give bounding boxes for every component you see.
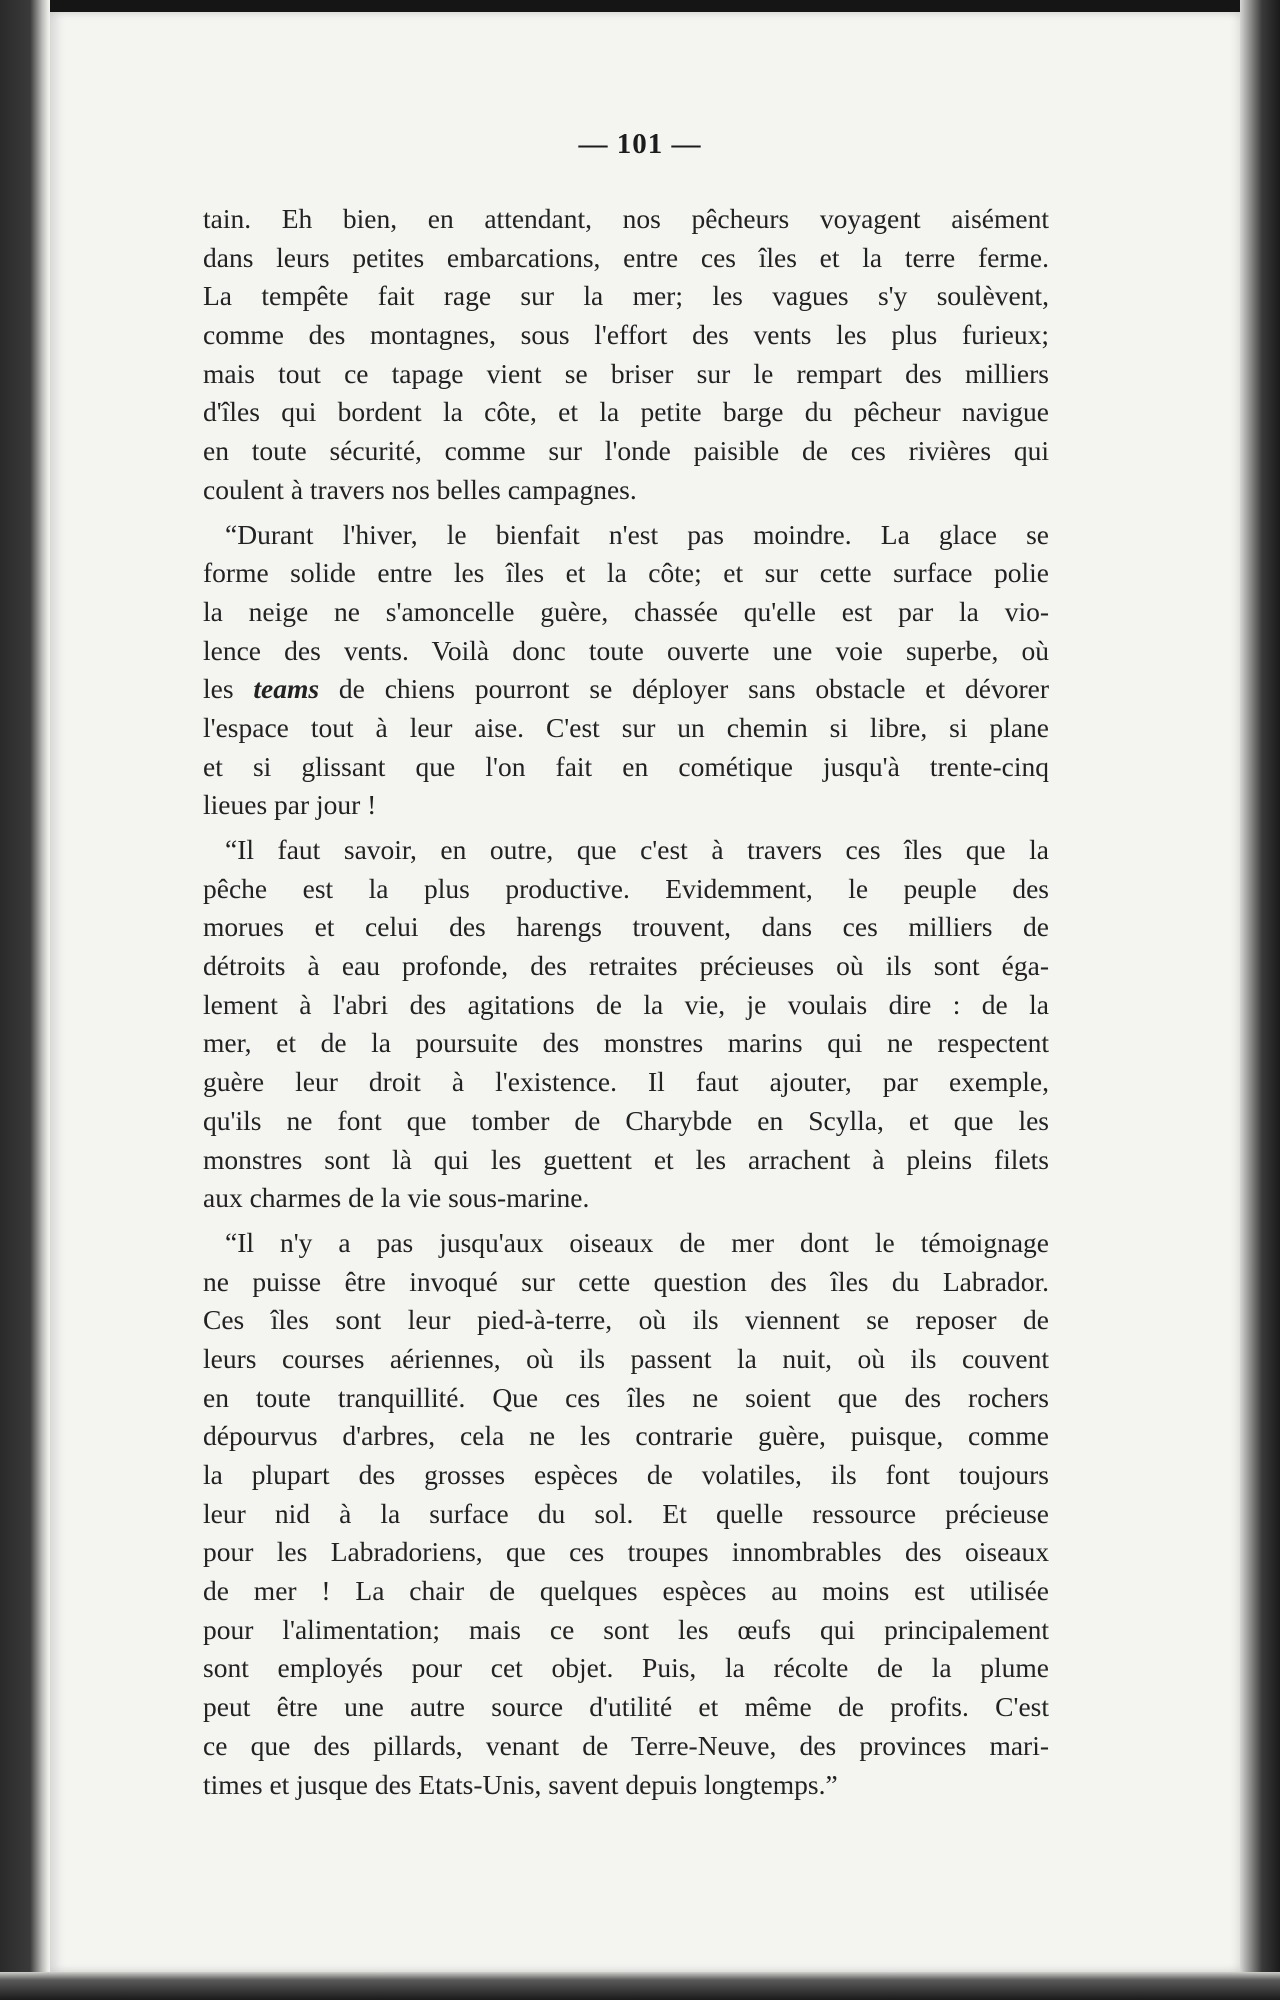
text-line: tain. Eh bien, en attendant, nos pêcheurs voyagent aisément [203,203,1049,234]
text-line: coulent à travers nos belles campagnes. [203,473,637,505]
text-line: peut être une autre source d'utilité et même de profits. C'est [203,1691,1049,1723]
text-line: en toute tranquillité. Que ces îles ne soient que des rochers [203,1381,1049,1413]
scan-left-border [0,0,50,2000]
text-line: en toute sécurité, comme sur l'onde paisible de ces rivières qui [203,435,1049,467]
paragraph-2 [203,516,1049,826]
text-line: pour l'alimentation; mais ce sont les œufs qui principalement [203,1613,1049,1645]
text-line: l'espace tout à leur aise. C'est sur un chemin si libre, si plane [203,711,1049,743]
text-line: mer, et de la poursuite des monstres marins qui ne respectent [203,1027,1049,1059]
text-line: pour les Labradoriens, que ces troupes innombrables des oiseaux [203,1536,1049,1568]
text-line-teams [203,670,1049,709]
text-line: comme des montagnes, sous l'effort des vents les plus furieux; [203,319,1049,351]
paragraph-3 [203,831,1049,1218]
scan-right-border [1240,0,1280,2000]
text-line: la plupart des grosses espèces de volatiles, ils font toujours [203,1459,1049,1490]
text-line: pêche est la plus productive. Evidemment, le peuple des [203,872,1049,904]
text-line: guère leur droit à l'existence. Il faut ajouter, par exemple, [203,1066,1049,1098]
text-line: La tempête fait rage sur la mer; les vagues s'y soulèvent, [203,280,1049,312]
text-run: de chiens pourront se déployer sans obstacle et dévorer [319,673,1049,705]
emphasized-word: teams [253,673,320,705]
text-line: monstres sont là qui les guettent et les arrachent à pleins filets [203,1143,1049,1175]
paragraph-4 [203,1224,1049,1804]
text-line: la neige ne s'amoncelle guère, chassée qu'elle est par la vio- [203,595,1049,627]
text-line: morues et celui des harengs trouvent, dans ces milliers de [203,911,1049,943]
text-line: qu'ils ne font que tomber de Charybde en Scylla, et que les [203,1104,1049,1136]
text-line: ne puisse être invoqué sur cette question des îles du Labrador. [203,1265,1049,1297]
paragraph-1 [203,200,1049,510]
text-line: times et jusque des Etats-Unis, savent depuis longtemps.” [203,1768,838,1800]
text-line: mais tout ce tapage vient se briser sur le rempart des milliers [203,357,1049,389]
text-line: forme solide entre les îles et la côte; et sur cette surface polie [203,557,1049,589]
text-line: leur nid à la surface du sol. Et quelle ressource précieuse [203,1497,1049,1529]
text-line: d'îles qui bordent la côte, et la petite barge du pêcheur navigue [203,396,1049,428]
body-text [203,200,1049,1804]
text-line: leurs courses aériennes, où ils passent la nuit, où ils couvent [203,1342,1049,1374]
text-line: “Durant l'hiver, le bienfait n'est pas moindre. La glace se [225,518,1049,550]
scan-bottom-border [0,1972,1280,2000]
text-line: “Il n'y a pas jusqu'aux oiseaux de mer dont le témoignage [225,1226,1049,1258]
text-line: lence des vents. Voilà donc toute ouverte une voie superbe, où [203,634,1049,666]
page-number: — 101 — [578,128,702,160]
text-line: dépourvus d'arbres, cela ne les contrarie guère, puisque, comme [203,1420,1049,1452]
text-line: de mer ! La chair de quelques espèces au moins est utilisée [203,1575,1049,1607]
text-line: “Il faut savoir, en outre, que c'est à travers ces îles que la [225,834,1049,865]
text-line: aux charmes de la vie sous-marine. [203,1182,590,1214]
text-line: lement à l'abri des agitations de la vie, je voulais dire : de la [203,988,1049,1020]
text-line: détroits à eau profonde, des retraites précieuses où ils sont éga- [203,950,1049,982]
text-line: ce que des pillards, venant de Terre-Neuve, des provinces mari- [203,1729,1049,1761]
text-line: lieues par jour ! [203,789,377,821]
text-line: sont employés pour cet objet. Puis, la récolte de la plume [203,1652,1049,1684]
text-run: les [203,673,254,705]
text-line: Ces îles sont leur pied-à-terre, où ils viennent se reposer de [203,1304,1049,1336]
text-line: dans leurs petites embarcations, entre ces îles et la terre ferme. [203,241,1049,273]
text-line: et si glissant que l'on fait en cométique jusqu'à trente-cinq [203,750,1049,782]
